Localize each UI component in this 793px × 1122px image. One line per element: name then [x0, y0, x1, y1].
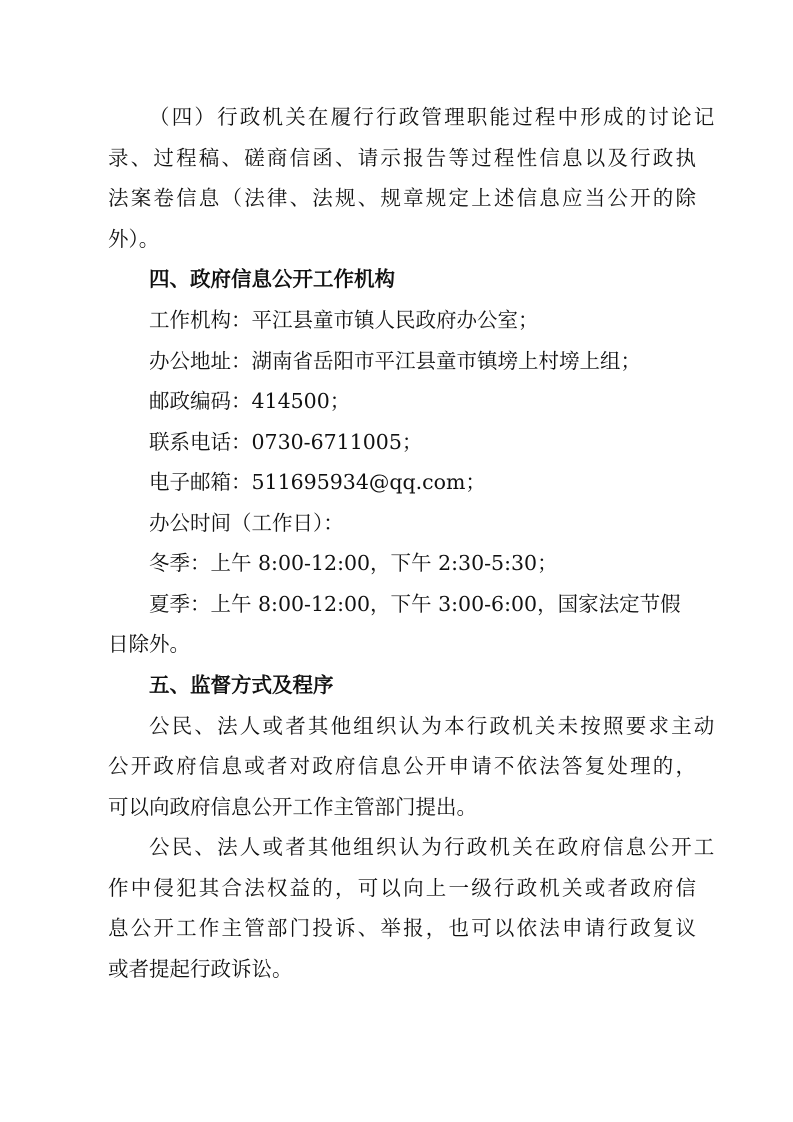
office-postcode: 邮政编码：414500； [149, 389, 351, 413]
heading-five: 五、监督方式及程序 [149, 672, 334, 697]
para1-line-2: 公开政府信息或者对政府信息公开申请不依法答复处理的， [108, 754, 699, 778]
office-address: 办公地址：湖南省岳阳市平江县童市镇塝上村塝上组； [149, 348, 641, 373]
office-email: 电子邮箱：511695934@qq.com； [149, 470, 486, 494]
section-four-item-line-1: （四）行政机关在履行行政管理职能过程中形成的讨论记 [149, 105, 717, 129]
office-org: 工作机构：平江县童市镇人民政府办公室； [149, 308, 539, 332]
document-page [108, 97, 717, 989]
para2-line-3: 息公开工作主管部门投诉、举报，也可以依法申请行政复议 [108, 916, 699, 940]
office-hours-summer-line-1: 夏季：上午 8:00-12:00，下午 3:00-6:00，国家法定节假 [149, 591, 681, 616]
para1-line-1: 公民、法人或者其他组织认为本行政机关未按照要求主动 [149, 713, 717, 738]
office-hours-summer-line-2: 日除外。 [108, 632, 190, 656]
section-four-item-line-2: 录、过程稿、磋商信函、请示报告等过程性信息以及行政执 [108, 145, 699, 170]
office-hours-label: 办公时间（工作日）： [149, 510, 344, 535]
section-four-item-line-4: 外）。 [108, 226, 160, 251]
office-hours-winter: 冬季：上午 8:00-12:00，下午 2:30-5:30； [149, 551, 558, 575]
heading-four: 四、政府信息公开工作机构 [149, 267, 395, 291]
para2-line-2: 作中侵犯其合法权益的，可以向上一级行政机关或者政府信 [108, 875, 699, 900]
para1-line-3: 可以向政府信息公开工作主管部门提出。 [108, 794, 477, 819]
office-phone: 联系电话：0730-6711005； [149, 429, 423, 454]
section-four-item-line-3: 法案卷信息（法律、法规、规章规定上述信息应当公开的除 [108, 186, 699, 210]
para2-line-4: 或者提起行政诉讼。 [108, 956, 293, 981]
para2-line-1: 公民、法人或者其他组织认为行政机关在政府信息公开工 [149, 835, 717, 859]
